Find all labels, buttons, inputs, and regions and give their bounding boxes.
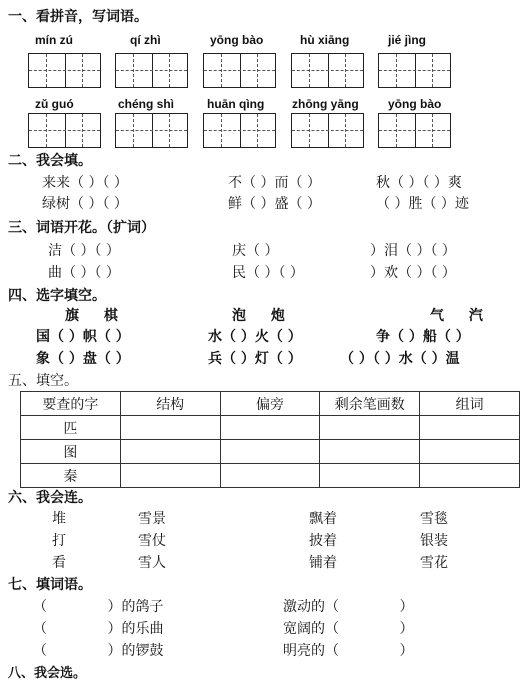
blank-cell[interactable] <box>420 440 520 464</box>
pinyin-1-1: mín zú <box>35 33 73 47</box>
writing-grid-box[interactable] <box>291 53 364 88</box>
match-a-3: 看 <box>52 555 66 571</box>
blank-cell[interactable] <box>420 464 520 488</box>
fill-2-2-3: （ ）胜（ ）迹 <box>376 196 469 212</box>
match-d-2: 银装 <box>420 533 448 549</box>
select-2-3: （ ）（ ）水（ ）温 <box>340 351 460 367</box>
col-header: 要查的字 <box>21 392 121 416</box>
phrase-left-2: （ ）的乐曲 <box>33 621 164 637</box>
section1-title: 一、看拼音，写词语。 <box>8 9 148 25</box>
select-1-1: 国（ ）帜（ ） <box>36 329 130 345</box>
blank-cell[interactable] <box>220 416 320 440</box>
fill-2-1-1: 来来（ ）（ ） <box>42 175 128 191</box>
writing-grid-box[interactable] <box>28 53 101 88</box>
section7-title: 七、填词语。 <box>8 577 92 593</box>
blank-cell[interactable] <box>420 416 520 440</box>
section4-title: 四、选字填空。 <box>8 288 106 304</box>
blank-cell[interactable] <box>120 416 220 440</box>
phrase-left-1: （ ）的鸽子 <box>33 599 164 615</box>
col-header: 组词 <box>420 392 520 416</box>
choice-3: 气 汽 <box>430 308 483 324</box>
writing-grid-box[interactable] <box>378 53 451 88</box>
expand-1-2: 庆（ ） <box>232 243 279 259</box>
writing-grid-box[interactable] <box>115 53 188 88</box>
pinyin-1-4: hù xiāng <box>300 33 350 47</box>
match-d-1: 雪毯 <box>420 511 448 527</box>
section3-title: 三、词语开花。（扩词） <box>8 220 155 236</box>
phrase-right-1: 激动的（ ） <box>283 599 414 615</box>
blank-cell[interactable] <box>220 440 320 464</box>
section8-title: 八、我会选。 <box>8 666 87 681</box>
pinyin-1-2: qí zhì <box>130 33 161 47</box>
blank-cell[interactable] <box>320 416 420 440</box>
table-cell: 匹 <box>21 416 121 440</box>
select-2-2: 兵（ ）灯（ ） <box>208 351 302 367</box>
writing-grid-box[interactable] <box>203 53 276 88</box>
section5-title: 五、填空。 <box>8 373 78 389</box>
match-c-2: 披着 <box>309 533 337 549</box>
blank-cell[interactable] <box>120 464 220 488</box>
section6-title: 六、我会连。 <box>8 490 92 506</box>
expand-1-1: 洁（ ）（ ） <box>48 243 120 259</box>
writing-grid-box[interactable] <box>203 113 276 148</box>
col-header: 剩余笔画数 <box>320 392 420 416</box>
choice-2: 泡 炮 <box>232 308 285 324</box>
pinyin-2-5: yōng bào <box>388 97 442 111</box>
match-c-1: 飘着 <box>309 511 337 527</box>
match-a-2: 打 <box>52 533 66 549</box>
pinyin-1-5: jié jìng <box>388 33 427 47</box>
blank-cell[interactable] <box>120 440 220 464</box>
blank-cell[interactable] <box>220 464 320 488</box>
select-1-3: 争（ ）船（ ） <box>376 329 470 345</box>
writing-grid-box[interactable] <box>28 113 101 148</box>
select-2-1: 象（ ）盘（ ） <box>36 351 130 367</box>
pinyin-2-1: zǔ guó <box>35 97 74 111</box>
writing-grid-box[interactable] <box>378 113 451 148</box>
match-d-3: 雪花 <box>420 555 448 571</box>
fill-table <box>20 391 520 488</box>
table-cell: 图 <box>21 440 121 464</box>
fill-2-1-2: 不（ ）而（ ） <box>228 175 321 191</box>
match-b-3: 雪人 <box>138 555 166 571</box>
expand-2-2: 民（ ）（ ） <box>232 265 304 281</box>
fill-2-2-2: 鲜（ ）盛（ ） <box>228 196 321 212</box>
table-row <box>21 416 520 440</box>
blank-cell[interactable] <box>320 440 420 464</box>
phrase-left-3: （ ）的锣鼓 <box>33 643 164 659</box>
select-1-2: 水（ ）火（ ） <box>208 329 302 345</box>
expand-2-1: 曲（ ）（ ） <box>48 265 120 281</box>
fill-2-2-1: 绿树（ ）（ ） <box>42 196 128 212</box>
match-b-1: 雪景 <box>138 511 166 527</box>
match-b-2: 雪仗 <box>138 533 166 549</box>
pinyin-2-4: zhōng yāng <box>292 97 359 111</box>
col-header: 偏旁 <box>220 392 320 416</box>
match-a-1: 堆 <box>52 511 66 527</box>
pinyin-1-3: yōng bào <box>210 33 264 47</box>
writing-grid-box[interactable] <box>291 113 364 148</box>
col-header: 结构 <box>120 392 220 416</box>
choice-1: 旗 棋 <box>65 308 118 324</box>
section2-title: 二、我会填。 <box>8 153 92 169</box>
phrase-right-2: 宽阔的（ ） <box>283 621 414 637</box>
table-row <box>21 464 520 488</box>
phrase-right-3: 明亮的（ ） <box>283 643 414 659</box>
table-row <box>21 440 520 464</box>
expand-2-3: ）欢（ ）（ ） <box>370 265 456 281</box>
blank-cell[interactable] <box>320 464 420 488</box>
table-cell: 秦 <box>21 464 121 488</box>
pinyin-2-2: chéng shì <box>118 97 175 111</box>
fill-2-1-3: 秋（ ）（ ）爽 <box>376 175 462 191</box>
match-c-3: 铺着 <box>309 555 337 571</box>
pinyin-2-3: huān qìng <box>207 97 265 111</box>
writing-grid-box[interactable] <box>115 113 188 148</box>
expand-1-3: ）泪（ ）（ ） <box>370 243 456 259</box>
